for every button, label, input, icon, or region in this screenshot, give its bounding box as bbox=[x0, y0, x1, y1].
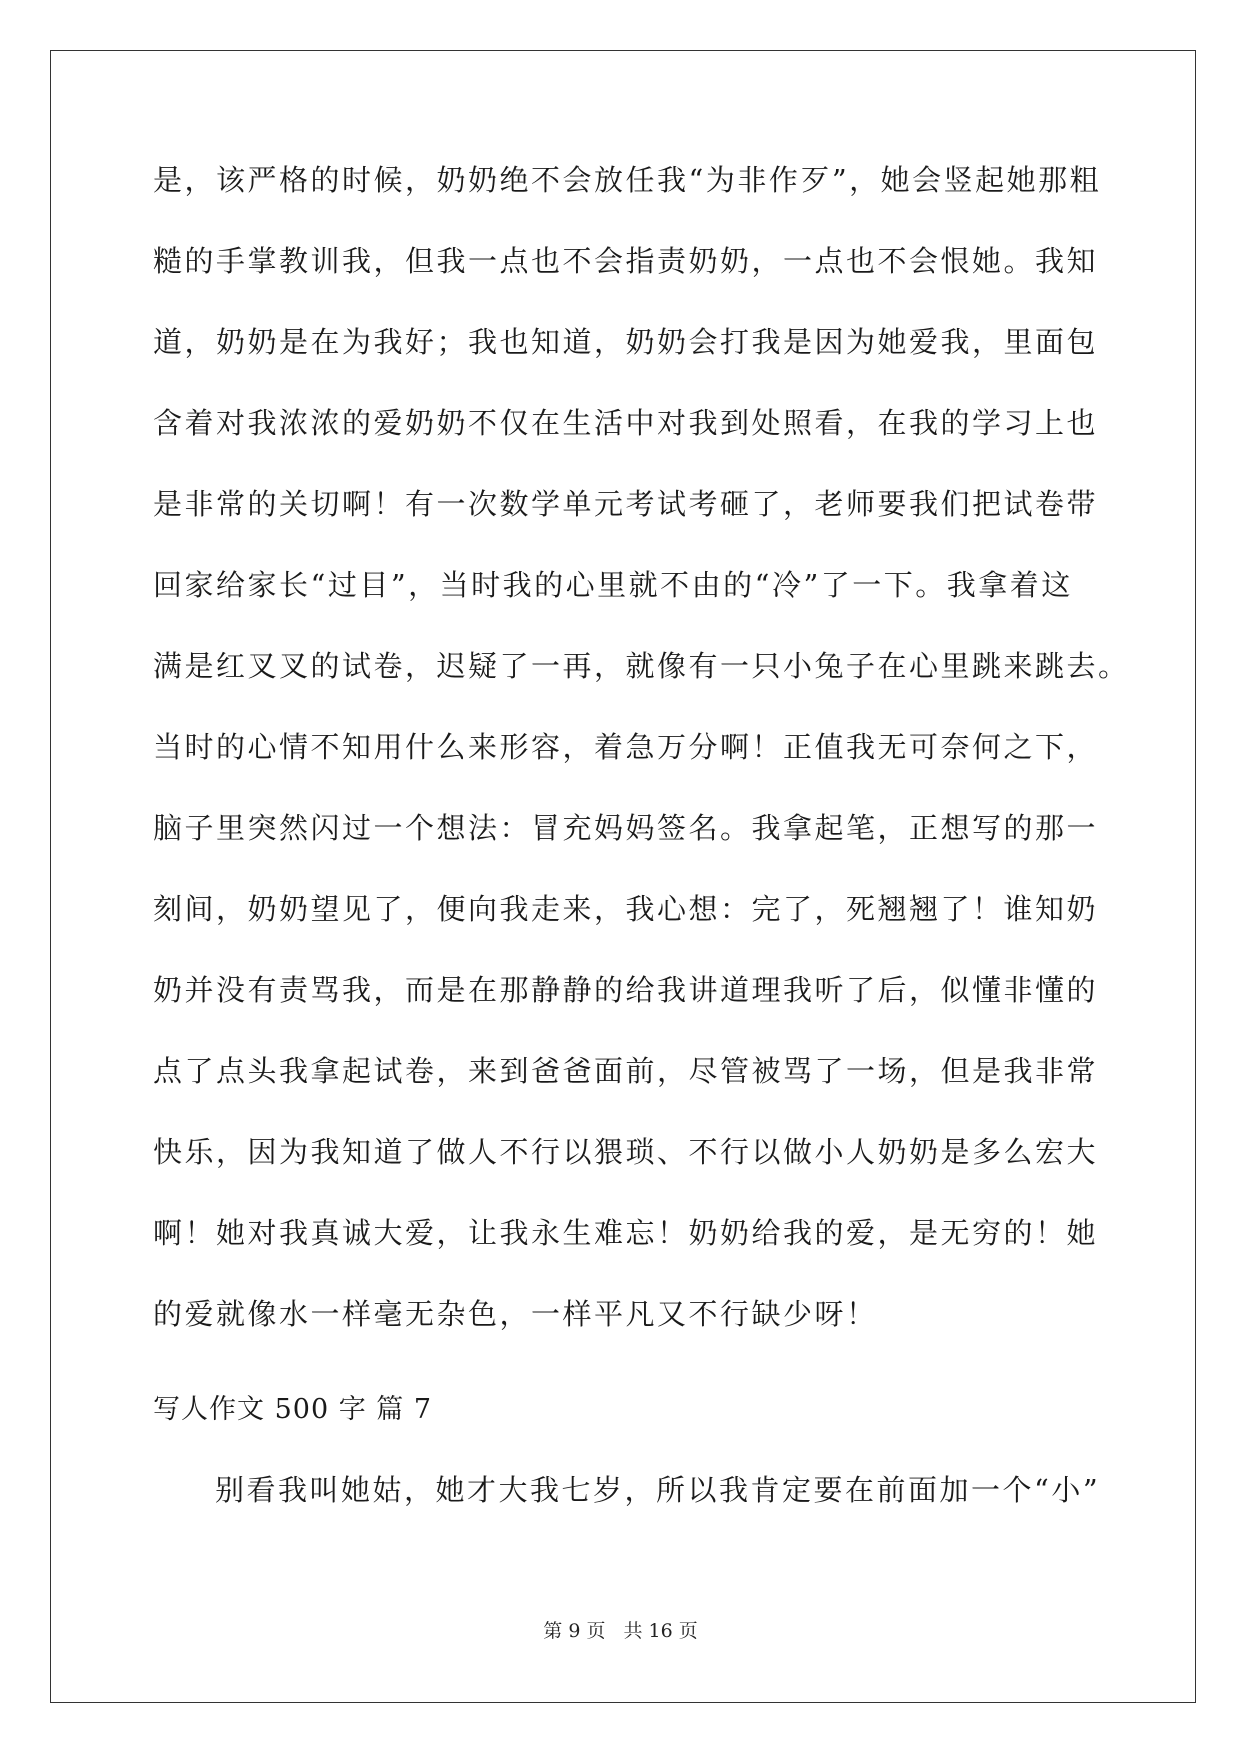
text-line: 糙的手掌教训我，但我一点也不会指责奶奶，一点也不会恨她。我知 bbox=[153, 244, 1099, 278]
text-line: 是非常的关切啊！有一次数学单元考试考砸了，老师要我们把试卷带 bbox=[153, 487, 1099, 521]
text-line: 含着对我浓浓的爱奶奶不仅在生活中对我到处照看，在我的学习上也 bbox=[153, 406, 1099, 440]
text-line: 啊！她对我真诚大爱，让我永生难忘！奶奶给我的爱，是无穷的！她 bbox=[153, 1216, 1099, 1250]
section-heading: 写人作文 500 字 篇 7 bbox=[153, 1394, 433, 1425]
text-line: 快乐，因为我知道了做人不行以猥琐、不行以做小人奶奶是多么宏大 bbox=[153, 1135, 1099, 1169]
paragraph-first-line: 别看我叫她姑，她才大我七岁，所以我肯定要在前面加一个“小” bbox=[215, 1473, 1101, 1507]
body-text bbox=[153, 162, 1130, 1377]
text-line: 满是红叉叉的试卷，迟疑了一再，就像有一只小兔子在心里跳来跳去。 bbox=[153, 649, 1130, 683]
text-line: 的爱就像水一样毫无杂色，一样平凡又不行缺少呀！ bbox=[153, 1297, 878, 1331]
text-line: 脑子里突然闪过一个想法：冒充妈妈签名。我拿起笔，正想写的那一 bbox=[153, 811, 1099, 845]
text-line: 奶并没有责骂我，而是在那静静的给我讲道理我听了后，似懂非懂的 bbox=[153, 973, 1099, 1007]
page-number: 第 9 页 bbox=[543, 1620, 606, 1642]
page-footer bbox=[0, 1619, 1241, 1643]
text-line: 点了点头我拿起试卷，来到爸爸面前，尽管被骂了一场，但是我非常 bbox=[153, 1054, 1099, 1088]
text-line: 当时的心情不知用什么来形容，着急万分啊！正值我无可奈何之下， bbox=[153, 730, 1099, 764]
text-line: 回家给家长“过目”，当时我的心里就不由的“冷”了一下。我拿着这 bbox=[153, 568, 1073, 602]
text-line: 是，该严格的时候，奶奶绝不会放任我“为非作歹”，她会竖起她那粗 bbox=[153, 163, 1102, 197]
text-line: 道，奶奶是在为我好；我也知道，奶奶会打我是因为她爱我，里面包 bbox=[153, 325, 1099, 359]
page-total: 共 16 页 bbox=[623, 1620, 698, 1642]
text-line: 刻间，奶奶望见了，便向我走来，我心想：完了，死翘翘了！谁知奶 bbox=[153, 892, 1099, 926]
